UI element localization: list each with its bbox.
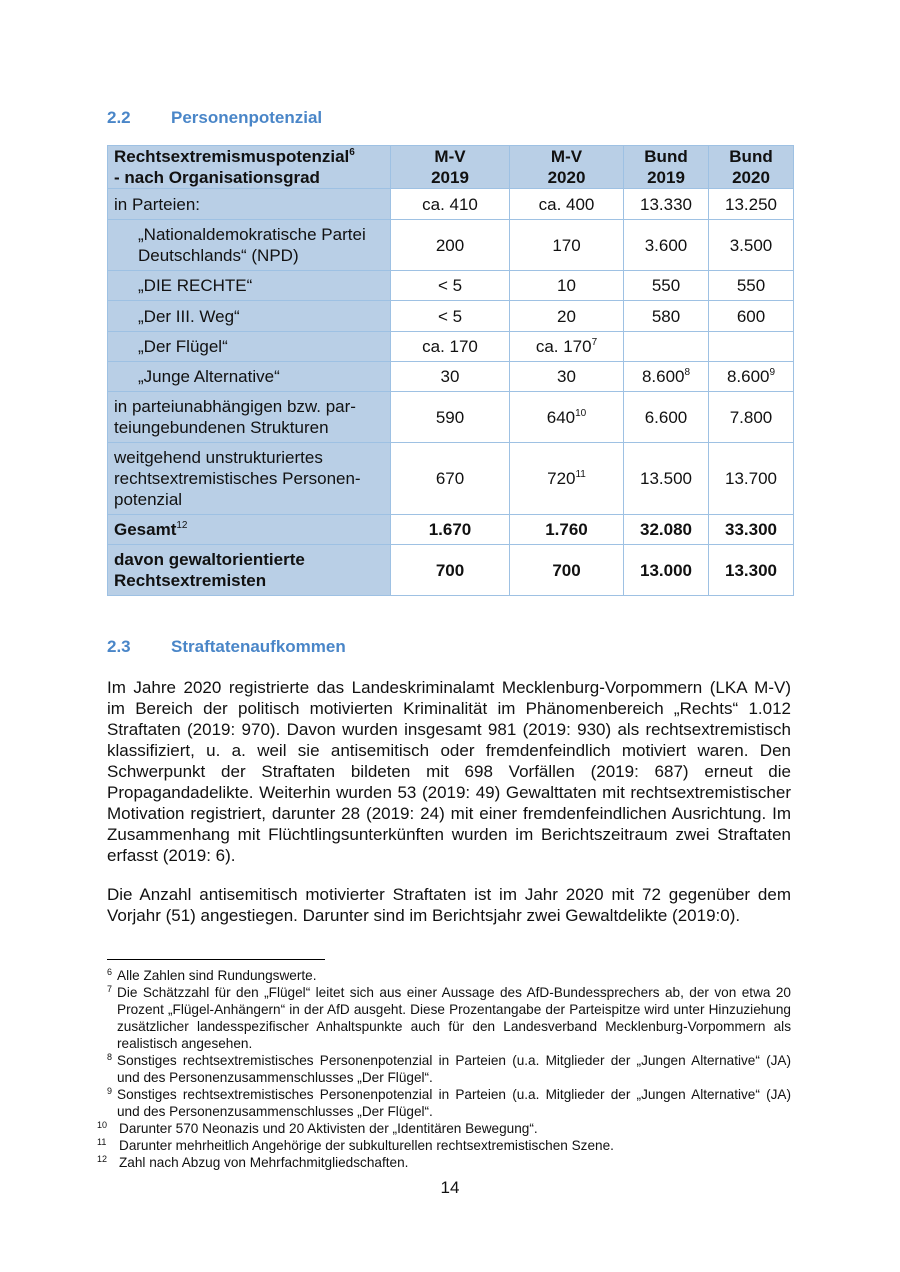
section-number: 2.2 <box>107 108 131 127</box>
table-row: weitgehend unstrukturiertes rechtsextremistisches Personen- potenzial 670 $720^{11}$ 13.500 13.700 <box>108 443 794 515</box>
paragraph-antisemitisch: Die Anzahl antisemitisch motivierter Straftaten ist im Jahr 2020 mit 72 gegenüber dem Vorjahr (51) angestiegen. Darunter sind im Berichtsjahr zwei Gewaltdelikte (2019:0). <box>107 885 791 925</box>
section-heading-2-3 <box>107 637 346 657</box>
footnotes <box>97 967 791 1171</box>
footnote-6: 6 Alle Zahlen sind Rundungswerte. <box>107 967 317 983</box>
paragraph-straftaten: Im Jahre 2020 registrierte das Landeskriminalamt Mecklenburg-Vorpommern (LKA M-V) im Bereich der politisch motivierten Kriminalität im Phänomenbereich „Rechts“ 1.012 Straftaten (2019: 970). Davon wurden insgesamt 981 (2019: 930) als rechtsextremistisch klassifiziert, u. a. weil sie antisemitisch oder fremdenfeindlich motiviert waren. Den Schwerpunkt der Straftaten bildeten mit 698 Vorfällen (2019: 687) erneut die Propagandadelikte. Weiterhin wurden 53 (2019: 49) Gewalttaten mit rechtsextremistischer Motivation registriert, darunter 28 (2019: 24) mit einer fremdenfeindlichen Ausrichtung. Im Zusammenhang mit Flüchtlingsunterkünften wurden im Berichtszeitraum zwei Straftaten erfasst (2019: 6). <box>107 678 791 865</box>
table-row: „Der III. Weg“ < 5 20 580 600 <box>108 301 794 332</box>
footnote-8: 8 Sonstiges rechtsextremistisches Personenpotenzial in Parteien (u.a. Mitglieder der „Jungen Alternative“ (JA) und des Personenzusammenschlusses „Der Flügel“. <box>107 1052 791 1085</box>
section-title: Straftatenaufkommen <box>171 637 346 656</box>
table-row: „Nationaldemokratische Partei Deutschlands“ (NPD) 200 170 3.600 3.500 <box>108 220 794 271</box>
section-title: Personenpotenzial <box>171 108 323 127</box>
table-row: „DIE RECHTE“ < 5 10 550 550 <box>108 271 794 301</box>
header-col-bund-2020: Bund 2020 <box>709 146 794 189</box>
header-label-cell: Rechtsextremismuspotenzial$^6$ - nach Organisationsgrad <box>108 146 391 189</box>
table-row: in Parteien: ca. 410 ca. 400 13.330 13.250 <box>108 189 794 220</box>
personenpotenzial-table <box>107 145 794 596</box>
table-row-violent: davon gewaltorientierte Rechtsextremisten 700 700 13.000 13.300 <box>108 545 794 596</box>
footnote-7: 7 Die Schätzzahl für den „Flügel“ leitet sich aus einer Aussage des AfD-Bundessprechers ab, der von etwa 20 Prozent „Flügel-Anhängern“ in der AfD ausgeht. Diese Prozentangabe der Parteispitze wird unter Hinzuziehung zusätzlicher landesspezifischer Anhaltspunkte auch für den Landesverband Mecklenburg-Vorpommern als realistisch angesehen. <box>107 984 791 1051</box>
footnote-10: 10 Darunter 570 Neonazis und 20 Aktivisten der „Identitären Bewegung“. <box>97 1120 538 1136</box>
header-col-bund-2019: Bund 2019 <box>624 146 709 189</box>
table-row: in parteiunabhängigen bzw. par- teiungebundenen Strukturen 590 $640^{10}$ 6.600 7.800 <box>108 392 794 443</box>
footnote-9: 9 Sonstiges rechtsextremistisches Personenpotenzial in Parteien (u.a. Mitglieder der „Jungen Alternative“ (JA) und des Personenzusammenschlusses „Der Flügel“. <box>107 1086 791 1119</box>
table-row: „Junge Alternative“ 30 30 8.600$^8$ 8.600$^9$ <box>108 362 794 392</box>
footnote-separator <box>107 959 325 960</box>
header-col-mv-2020: M-V 2020 <box>510 146 624 189</box>
footnote-12: 12 Zahl nach Abzug von Mehrfachmitgliedschaften. <box>97 1154 409 1170</box>
section-heading-2-2 <box>107 108 322 128</box>
section-number: 2.3 <box>107 637 131 656</box>
table-row: „Der Flügel“ ca. 170 ca. $170^7$ <box>108 332 794 362</box>
table-header-row <box>108 146 794 189</box>
header-col-mv-2019: M-V 2019 <box>391 146 510 189</box>
footnote-11: 11 Darunter mehrheitlich Angehörige der subkulturellen rechtsextremistischen Szene. <box>97 1137 614 1153</box>
page-number: 14 <box>440 1178 460 1197</box>
table-row-total: Gesamt$^{12}$ 1.670 1.760 32.080 33.300 <box>108 515 794 545</box>
